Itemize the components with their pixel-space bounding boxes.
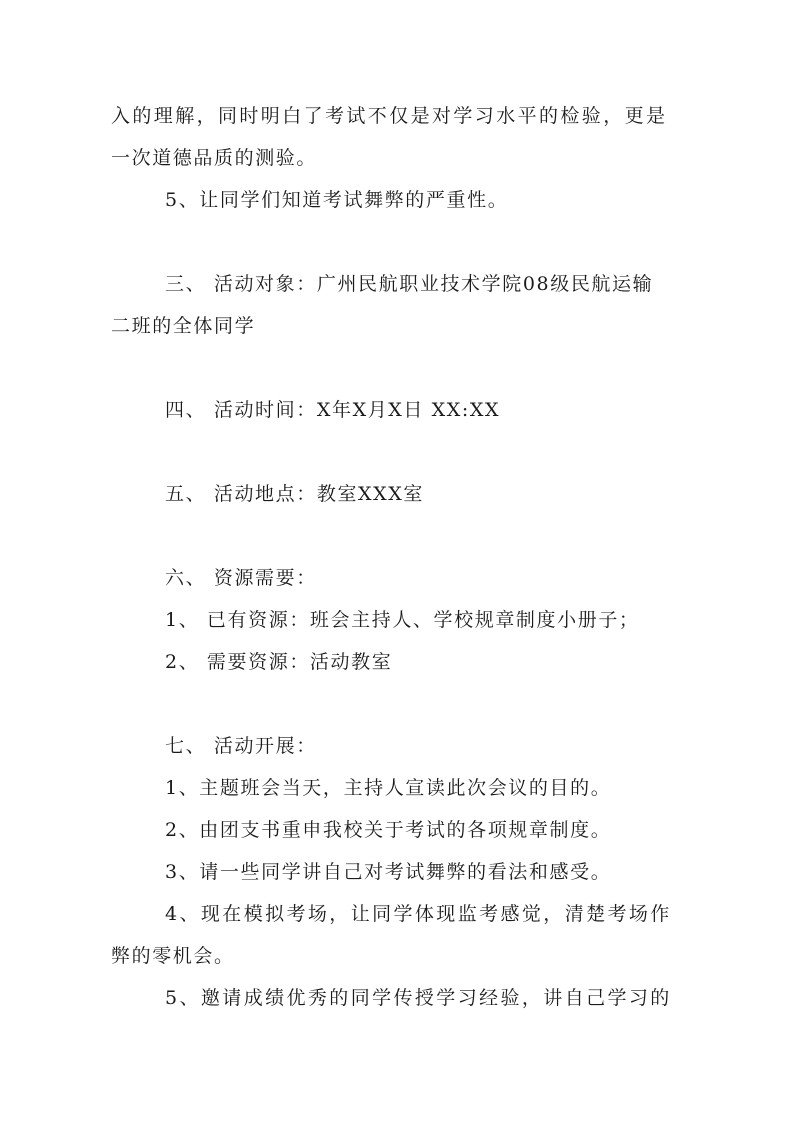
list-item: 5、让同学们知道考试舞弊的严重性。	[165, 189, 509, 211]
list-item: 4、现在模拟考场，让同学体现监考感觉，清楚考场作	[165, 903, 672, 925]
section-heading: 六、 资源需要：	[165, 567, 317, 589]
list-item: 1、主题班会当天，主持人宣读此次会议的目的。	[165, 777, 612, 799]
section-heading: 三、 活动对象：广州民航职业技术学院08级民航运输	[165, 273, 654, 295]
section-heading: 四、 活动时间：X年X月X日 XX:XX	[165, 399, 501, 421]
list-item: 3、请一些同学讲自己对考试舞弊的看法和感受。	[165, 861, 612, 883]
section-heading: 五、 活动地点：教室XXX室	[165, 483, 425, 505]
paragraph-line: 一次道德品质的测验。	[111, 147, 318, 169]
list-item: 2、由团支书重申我校关于考试的各项规章制度。	[165, 819, 612, 841]
paragraph-line: 二班的全体同学	[111, 315, 256, 337]
list-item: 2、 需要资源：活动教室	[165, 651, 393, 673]
list-item: 1、 已有资源：班会主持人、学校规章制度小册子；	[165, 609, 640, 631]
paragraph-line: 弊的零机会。	[111, 945, 235, 967]
paragraph-line: 入的理解，同时明白了考试不仅是对学习水平的检验，更是	[111, 105, 668, 127]
section-heading: 七、 活动开展：	[165, 735, 317, 757]
list-item: 5、邀请成绩优秀的同学传授学习经验，讲自己学习的	[165, 987, 672, 1009]
